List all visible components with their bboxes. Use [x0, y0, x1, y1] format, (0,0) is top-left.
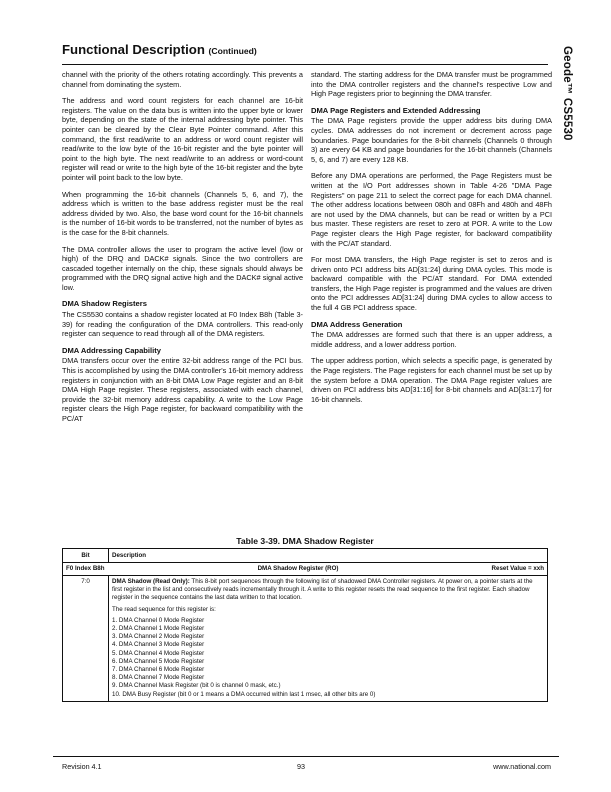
section-title-suffix: (Continued) [208, 46, 257, 56]
description-column-header: Description [109, 549, 548, 563]
table-row [63, 576, 548, 702]
vertical-product-title [557, 46, 575, 206]
paragraph: Before any DMA operations are performed, the Page Registers must be written at the I/O Port addresses shown in Table 4-26 "DMA Page Registers" on page 211 to select the correct page for each DMA channel. The other address locations between 080h and 08Fh and 480h and 48Fh are not used by the DMA channels, but can be read or written by a PCI bus master. These registers are reset to zero at POR. A write to the Low Page register clears the High Page register, for backward compatibility with the PC/AT standard. [311, 171, 552, 248]
bit-range: 7:0 [63, 576, 109, 702]
list-item: 3. DMA Channel 2 Mode Register [112, 633, 205, 641]
subheading-shadow-registers: DMA Shadow Registers [62, 299, 147, 309]
register-reset-value: Reset Value = xxh [491, 565, 544, 572]
footer-divider [53, 756, 559, 757]
list-item: 10. DMA Busy Register (bit 0 or 1 means a DMA occurred within last 1 msec, all other bits are 0) [112, 690, 376, 698]
product-title-text: Geode™ CS5530 [561, 46, 573, 141]
bit-column-header: Bit [63, 549, 109, 563]
right-text-column [311, 70, 552, 411]
sequence-list [112, 617, 544, 699]
description-body: This 8-bit port sequences through the following list of shadowed DMA Controller registers. At power on, a pointer starts at the first register in the list and consecutively reads incrementally through it. A write to this register resets the read sequence to the first register. Each shadow register in the sequence contains the last data written to that location. [112, 578, 533, 602]
list-item: 8. DMA Channel 7 Mode Register [112, 674, 205, 682]
sequence-intro: The read sequence for this register is: [112, 605, 216, 613]
register-info-cell [63, 563, 548, 576]
paragraph: The upper address portion, which selects a specific page, is generated by the Page registers. The Page registers for each channel must be set up by the system before a DMA operation. The DMA Page register values are driven on PCI address bits AD[31:16] for 8-bit channels and AD[31:17] for 16-bit channels. [311, 356, 552, 404]
paragraph: The DMA addresses are formed such that there is an upper address, a middle address, and a lower address portion. [311, 330, 552, 349]
list-item: 9. DMA Channel Mask Register (bit 0 is channel 0 mask, etc.) [112, 682, 281, 690]
footer-revision: Revision 4.1 [62, 762, 102, 771]
table-caption: Table 3-39. DMA Shadow Register [236, 536, 374, 546]
register-index: F0 Index B8h [66, 565, 105, 572]
paragraph: For most DMA transfers, the High Page register is set to zeros and is driven onto PCI address bits AD[31:24] during DMA cycles. This mode is backward compatible with the PC/AT standard. For DMA extended transfers, the High Page register is programmed and the values are driven onto the PCI addresses AD[31:24] during DMA cycles to allow access to the full 4 GB PCI address space. [311, 255, 552, 313]
subheading-addressing-capability: DMA Addressing Capability [62, 345, 162, 355]
list-item: 2. DMA Channel 1 Mode Register [112, 625, 205, 633]
footer-page-number: 93 [297, 762, 305, 771]
list-item: 6. DMA Channel 5 Mode Register [112, 657, 205, 665]
left-text-column [62, 70, 303, 431]
paragraph: When programming the 16-bit channels (Channels 5, 6, and 7), the address which is written to the base address register must be the real address divided by two. Also, the base word count for the 16-bit channels is the number of 16-bit words to be transferred, not the number of bytes as is the case for the 8-bit channels. [62, 189, 303, 237]
register-name: DMA Shadow Register (RO) [257, 565, 339, 572]
paragraph: channel with the priority of the others rotating accordingly. This prevents a channel from dominating the system. [62, 70, 303, 89]
section-title-text: Functional Description [62, 42, 205, 57]
list-item: 7. DMA Channel 6 Mode Register [112, 666, 205, 674]
table-header-row [63, 549, 548, 563]
paragraph: The DMA Page registers provide the upper address bits during DMA cycles. DMA addresses do not increment or decrement across page boundaries. Page boundaries for the 8-bit channels (Channels 0 through 3) are every 64 KB and page boundaries for the 16-bit channels (Channels 5, 6, and 7) are every 128 KB. [311, 116, 552, 164]
description-title: DMA Shadow (Read Only): [112, 578, 190, 585]
subheading-address-generation: DMA Address Generation [311, 319, 403, 329]
list-item: 4. DMA Channel 3 Mode Register [112, 641, 205, 649]
paragraph: DMA transfers occur over the entire 32-bit address range of the PCI bus. This is accomplished by using the DMA controller's 16-bit memory address registers in conjunction with an 8-bit DMA Low Page register and an 8-bit DMA High Page register. These registers, associated with each channel, provide the 32-bit memory address capability. A write to the Low Page register clears the High Page register, for backward compatibility with the PC/AT [62, 356, 303, 423]
list-item: 1. DMA Channel 0 Mode Register [112, 616, 205, 624]
paragraph: The DMA controller allows the user to program the active level (low or high) of the DRQ and DACK# signals. Since the two controllers are cascaded together internally on the chip, these signals should always be programmed with the DRQ signal active high and the DACK# signal active low. [62, 244, 303, 292]
section-heading [62, 42, 257, 57]
subheading-page-registers: DMA Page Registers and Extended Addressing [311, 105, 481, 115]
description-text [112, 578, 544, 603]
list-item: 5. DMA Channel 4 Mode Register [112, 649, 205, 657]
paragraph: The address and word count registers for each channel are 16-bit registers. The value on the data bus is written into the upper byte or lower byte, depending on the state of the internal addressing byte pointer. This pointer can be cleared by the Clear Byte Pointer command. After this command, the first read/write to an address or word count register will read/write to the low byte of the 16-bit register and the byte pointer will point to the high byte. The next read/write to an address or word-count register will read or write to the high byte of the 16-bit register and the byte pointer will point back to the low byte. [62, 96, 303, 182]
paragraph: The CS5530 contains a shadow register located at F0 Index B8h (Table 3-39) for reading the configuration of the DMA controllers. This read-only register can sequence to read through all of the DMA registers. [62, 310, 303, 339]
paragraph: standard. The starting address for the DMA transfer must be programmed into the DMA controller registers and the channel's respective Low and High Page registers prior to beginning the DMA transfer. [311, 70, 552, 99]
register-table [62, 548, 548, 702]
bit-description [109, 576, 548, 702]
footer-website-link[interactable]: www.national.com [493, 762, 551, 771]
header-divider [62, 64, 548, 65]
register-info-row [63, 563, 548, 576]
